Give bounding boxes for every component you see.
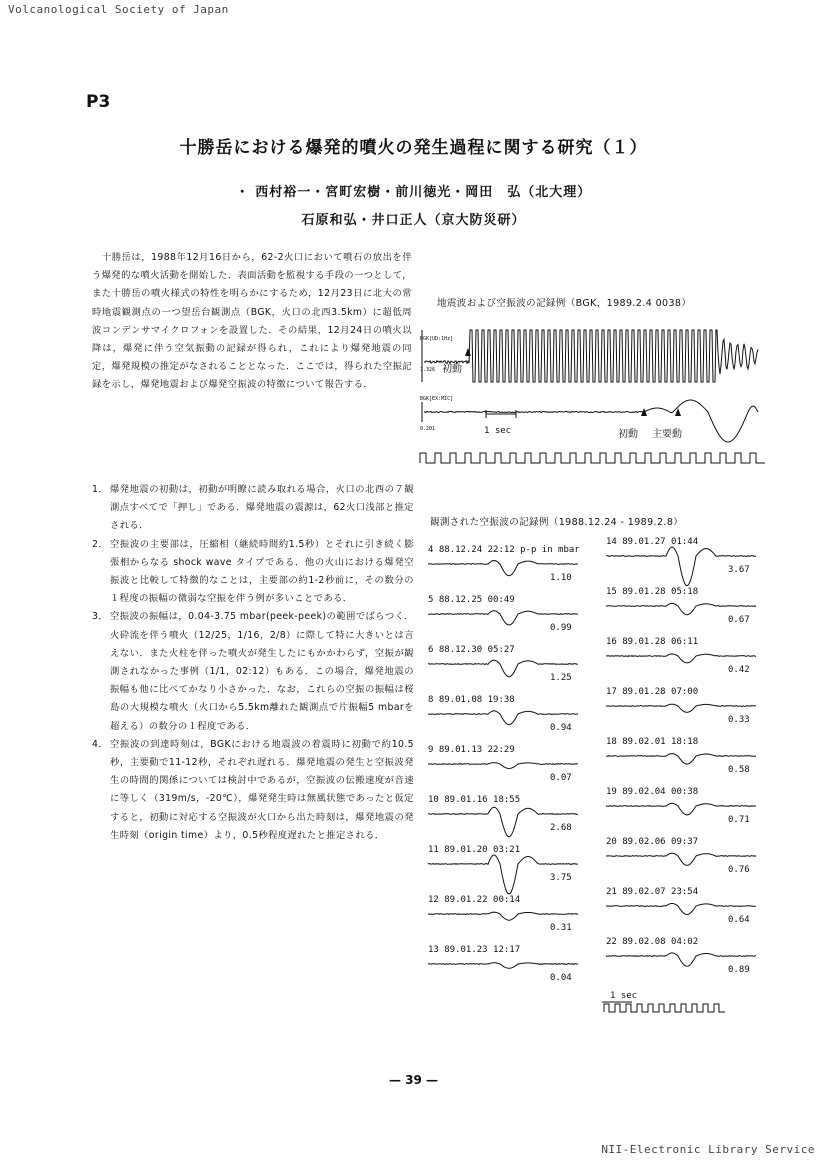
peak-to-peak-amplitude: 0.64	[728, 915, 750, 925]
fig2-one-second-label: 1 sec	[610, 991, 638, 1001]
peak-to-peak-amplitude: 0.76	[728, 865, 750, 875]
airwave-record	[428, 695, 578, 733]
record-label: 13 89.01.23 12:17	[428, 945, 521, 955]
authors-line-2: 石原和弘・井口正人（京大防災研）	[301, 213, 526, 228]
ch2-scale: 0.201	[420, 426, 436, 432]
record-label: 5 88.12.25 00:49	[428, 595, 515, 605]
finding-item	[92, 481, 414, 536]
airwave-record	[428, 795, 578, 837]
ch1-scale: 1.326	[420, 367, 436, 373]
ch1-label: BGK[UD:1Hz]	[420, 336, 454, 342]
finding-text: 爆発地震の初動は，初動が明瞭に読み取れる場合，火口の北西の７観測点すべてで「押し」である．爆発地震の震源は，62火口浅部と推定される．	[110, 484, 414, 532]
airwave-trace	[606, 803, 756, 815]
airwave-record	[606, 887, 756, 925]
record-label: 11 89.01.20 03:21	[428, 845, 521, 855]
journal-source-header: Volcanological Society of Japan	[8, 3, 229, 16]
record-label: 16 89.01.28 06:11	[606, 637, 699, 647]
finding-number: 3．	[92, 611, 109, 623]
finding-number: 4．	[92, 738, 109, 750]
airwave-record	[606, 537, 756, 586]
airwave-record	[428, 645, 578, 683]
finding-text: 空振波の到達時刻は，BGKにおける地震波の着震時に初動で約10.5秒，主要動で11-12秒，それぞれ遅れる．爆発地震の発生と空振波発生の時間的関係については検討中であるが，空振波の伝搬速度が音速に等しく（319m/s，-20℃），爆発発生時は無風状態であったと仮定すると，初動に対応する空振波が火口から出た時刻は，爆発地震の発生時刻（origin time）より，0.5秒程度遅れたと推定される．	[110, 738, 414, 841]
airwave-trace	[606, 704, 756, 712]
record-label: 15 89.01.28 05:18	[606, 587, 699, 597]
airwave-record	[606, 837, 756, 875]
finding-number: 2．	[92, 538, 109, 550]
record-label: 21 89.02.07 23:54	[606, 887, 699, 897]
record-label: 20 89.02.06 09:37	[606, 837, 699, 847]
airwave-record	[428, 945, 578, 983]
fig2-timing-pulse-trace	[604, 1004, 725, 1012]
airwave-trace	[606, 853, 756, 865]
peak-to-peak-amplitude: 3.75	[550, 873, 572, 883]
airwave-record	[428, 595, 578, 633]
airwave-record	[428, 845, 578, 894]
timing-pulse-trace	[420, 453, 765, 463]
airwave-record	[428, 895, 578, 933]
figure2-caption: 観測された空振波の記録例（1988.12.24 - 1989.2.8）	[430, 517, 684, 528]
ch1-first-motion-label: 初動	[442, 364, 462, 375]
airwave-record	[606, 787, 756, 825]
record-label: 17 89.01.28 07:00	[606, 687, 699, 697]
figure2-airwave-records	[420, 532, 765, 1020]
finding-item	[92, 536, 414, 609]
peak-to-peak-amplitude: 0.94	[550, 723, 572, 733]
airwave-record	[606, 587, 756, 625]
airwave-record	[606, 937, 756, 975]
one-second-label: 1 sec	[484, 426, 512, 436]
seismic-trace	[424, 330, 758, 382]
peak-to-peak-amplitude: 1.10	[550, 573, 572, 583]
record-label: 6 88.12.30 05:27	[428, 645, 515, 655]
airwave-record	[606, 687, 756, 725]
peak-to-peak-amplitude: 0.04	[550, 973, 572, 983]
record-label: 12 89.01.22 00:14	[428, 895, 521, 905]
record-label: 22 89.02.08 04:02	[606, 937, 699, 947]
finding-item	[92, 608, 414, 735]
airwave-record	[606, 737, 756, 775]
figure1-seismogram	[418, 318, 770, 470]
abstract-paragraph: 十勝岳は，1988年12月16日から，62-2火口において噴石の放出を伴う爆発的な噴火活動を開始した．表面活動を監視する手段の一つとして，また十勝岳の噴火様式の特性を明らかにするため，12月23日に北大の常時地震観測点の一つ望岳台観測点（BGK，火口の北西3.5km）に超低周波コンデンサマイクロフォンを設置した．その結果，12月24日の噴火以降は，爆発に伴う空気振動の記録が得られ，これにより爆発地震の同定，爆発規模の推定がなされることとなった．ここでは，得られた空振記録を示し，爆発地震および爆発空振波の特徴について報告する．	[92, 252, 412, 391]
peak-to-peak-amplitude: 0.42	[728, 665, 750, 675]
airwave-trace	[428, 963, 578, 969]
peak-to-peak-amplitude: 0.31	[550, 923, 572, 933]
peak-to-peak-amplitude: 0.58	[728, 765, 750, 775]
airwave-trace	[428, 912, 578, 920]
airwave-trace	[606, 654, 756, 663]
peak-to-peak-amplitude: 0.89	[728, 965, 750, 975]
ch2-label: BGK[EX:MIC]	[420, 396, 454, 402]
airwave-trace	[606, 904, 756, 915]
record-label: 19 89.02.04 00:38	[606, 787, 699, 797]
airwave-record	[428, 545, 580, 583]
record-label: 8 89.01.08 19:38	[428, 695, 515, 705]
airwave-record	[428, 745, 578, 783]
presentation-code: P3	[86, 92, 111, 112]
finding-text: 空振波の振幅は，0.04-3.75 mbar(peek-peek)の範囲でばらつく．火砕流を伴う噴火（12/25，1/16，2/8）に際して特に大きいとは言えない．また火柱を伴った噴火が発生したにもかかわらず，空振が観測されなかった事例（1/1，02:12）もある．この場合，爆発地震の振幅も他に比べてかなり小さかった．なお，これらの空振の振幅は桜島の大規模な噴火（火口から5.5km離れた観測点で片振幅5 mbarを超える）の数分の１程度である．	[110, 611, 414, 732]
record-label: 18 89.02.01 18:18	[606, 737, 699, 747]
figure1-caption: 地震波および空振波の記録例（BGK，1989.2.4 0038）	[437, 298, 692, 309]
finding-item	[92, 736, 414, 845]
finding-number: 1．	[92, 484, 109, 495]
air-main-motion-label: 主要動	[652, 429, 682, 440]
peak-to-peak-amplitude: 0.99	[550, 623, 572, 633]
airwave-trace	[606, 603, 756, 614]
air-first-motion-label: 初動	[618, 429, 638, 440]
findings-list	[92, 481, 414, 845]
record-label: 14 89.01.27 01:44	[606, 537, 699, 547]
first-motion-marker-seis	[465, 348, 471, 356]
page-number: — 39 —	[388, 1073, 439, 1087]
peak-to-peak-amplitude: 0.67	[728, 615, 750, 625]
record-label: 10 89.01.16 18:55	[428, 795, 521, 805]
peak-to-peak-amplitude: 0.33	[728, 715, 750, 725]
record-label: 9 89.01.13 22:29	[428, 745, 515, 755]
paper-title: 十勝岳における爆発的噴火の発生過程に関する研究（１）	[179, 138, 648, 158]
peak-to-peak-amplitude: 3.67	[728, 565, 750, 575]
finding-text: 空振波の主要部は，圧縮相（継続時間約1.5秒）とそれに引き続く膨張相からなる shock wave タイプである．他の火山における爆発空振波と比較して特徴的なことは，主要部の約1-2秒前に，その数分の１程度の振幅の微弱な空振を伴う例が多いことである．	[110, 538, 414, 605]
airwave-trace	[606, 754, 756, 765]
airwave-record	[606, 637, 756, 675]
library-service-footer: NII-Electronic Library Service	[601, 1143, 815, 1156]
peak-to-peak-amplitude: 0.07	[550, 773, 572, 783]
peak-to-peak-amplitude: 1.25	[550, 673, 572, 683]
peak-to-peak-amplitude: 2.68	[550, 823, 572, 833]
record-label: 4 88.12.24 22:12 p-p in mbar	[428, 545, 580, 555]
airwave-trace	[428, 763, 578, 769]
airwave-trace	[424, 400, 758, 442]
authors-line-1: ・ 西村裕一・宮町宏樹・前川徳光・岡田 弘（北大理）	[235, 185, 592, 200]
peak-to-peak-amplitude: 0.71	[728, 815, 750, 825]
